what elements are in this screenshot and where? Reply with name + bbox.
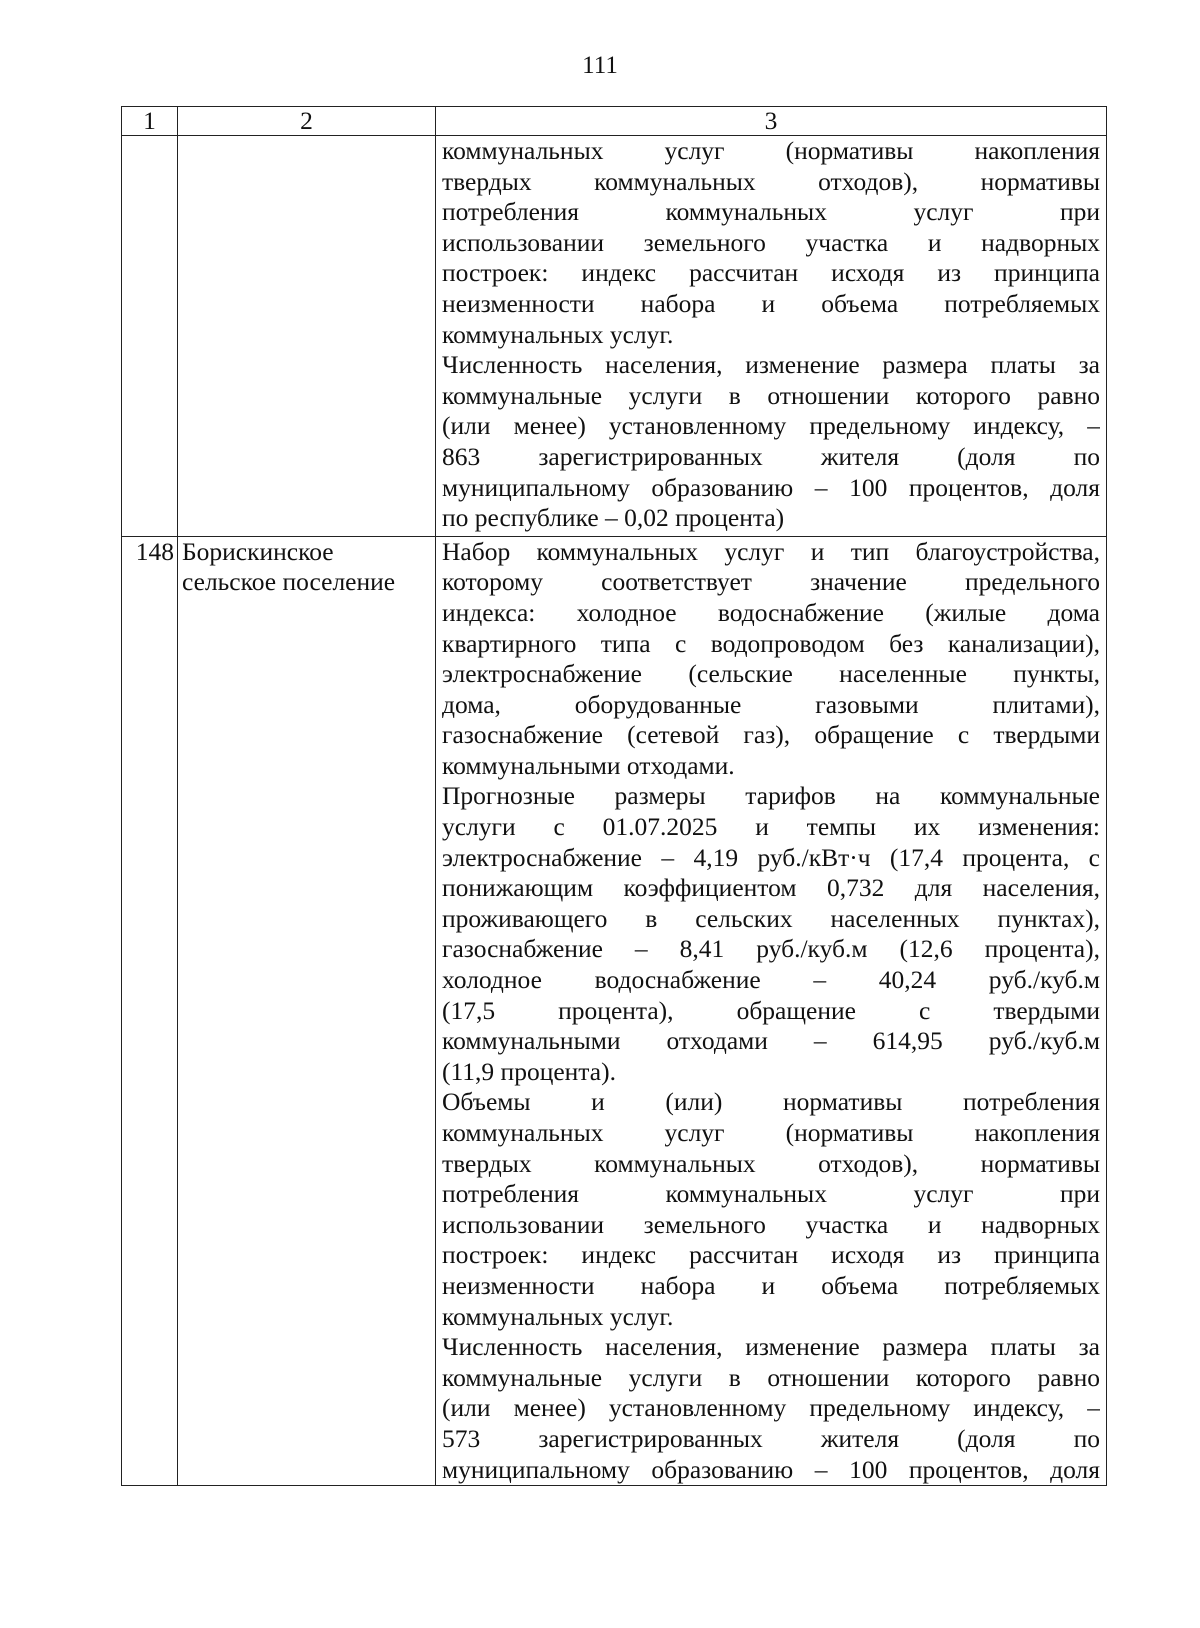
text-line: электроснабжение – 4,19 руб./кВт·ч (17,4 процента, с [442,842,1100,872]
text-line: неизменности набора и объема потребляемых [442,1270,1100,1300]
text-line: (или менее) установленному предельному индексу, – [442,411,1100,441]
municipality-name-line: Борискинское [182,536,334,566]
table-row [122,136,1107,537]
text-line: твердых коммунальных отходов), нормативы [442,1148,1100,1178]
text-line: построек: индекс рассчитан исходя из принципа [442,258,1100,288]
text-line: понижающим коэффициентом 0,732 для населения, [442,873,1100,903]
paragraph [442,1087,1100,1332]
text-line: услуги с 01.07.2025 и темпы их изменения: [442,812,1100,842]
text-line: Численность населения, изменение размера платы за [442,1332,1100,1362]
text-line: потребления коммунальных услуг при [442,197,1100,227]
text-line: коммунальных услуг. [442,1301,674,1331]
paragraph [442,136,1100,350]
column-header-3: 3 [436,107,1107,136]
text-line: твердых коммунальных отходов), нормативы [442,166,1100,196]
text-line: (11,9 процента). [442,1056,616,1086]
text-line: 573 зарегистрированных жителя (доля по [442,1423,1100,1453]
row-number-cell [122,136,178,537]
paragraph [442,1332,1100,1485]
table-header-row [122,107,1107,136]
document-table [121,106,1107,1486]
text-line: муниципальному образованию – 100 процентов, доля [442,472,1100,502]
text-line: дома, оборудованные газовыми плитами), [442,689,1100,719]
text-line: построек: индекс рассчитан исходя из принципа [442,1240,1100,1270]
text-line: газоснабжение (сетевой газ), обращение с твердыми [442,720,1100,750]
text-line: 863 зарегистрированных жителя (доля по [442,441,1100,471]
text-line: потребления коммунальных услуг при [442,1179,1100,1209]
text-line: холодное водоснабжение – 40,24 руб./куб.м [442,965,1100,995]
page-number: 111 [582,52,618,79]
text-line: коммунальных услуг (нормативы накопления [442,1118,1100,1147]
municipality-name-cell [178,536,436,1485]
text-line: Объемы и (или) нормативы потребления [442,1087,1100,1117]
text-line: индекса: холодное водоснабжение (жилые дома [442,597,1100,627]
municipality-name-cell [178,136,436,537]
table-row [122,536,1107,1485]
text-line: (17,5 процента), обращение с твердыми [442,995,1100,1025]
text-line: Численность населения, изменение размера платы за [442,350,1100,380]
text-line: проживающего в сельских населенных пунктах), [442,903,1100,933]
text-line: коммунальными отходами. [442,750,735,780]
text-line: (или менее) установленному предельному индексу, – [442,1393,1100,1423]
text-line: которому соответствует значение предельного [442,567,1100,597]
text-line: коммунальных услуг. [442,319,674,349]
text-line: коммунальные услуги в отношении которого равно [442,1362,1100,1392]
text-line: Прогнозные размеры тарифов на коммунальные [442,781,1100,811]
paragraph [442,350,1100,534]
text-line: коммунальные услуги в отношении которого равно [442,380,1100,410]
column-header-2: 2 [178,107,436,136]
text-line: квартирного типа с водопроводом без канализации), [442,628,1100,658]
text-line: использовании земельного участка и надворных [442,227,1100,257]
text-line: муниципальному образованию – 100 процентов, доля [442,1454,1100,1484]
text-line: коммунальными отходами – 614,95 руб./куб.м [442,1026,1100,1056]
description-cell [436,136,1107,537]
row-number-cell: 148 [122,536,178,1485]
paragraph [442,537,1100,782]
description-cell [436,536,1107,1485]
paragraph [442,781,1100,1087]
text-line: по республике – 0,02 процента) [442,503,785,533]
municipality-name-line: сельское поселение [182,567,396,597]
text-line: коммунальных услуг (нормативы накопления [442,136,1100,165]
text-line: электроснабжение (сельские населенные пункты, [442,659,1100,689]
column-header-1: 1 [122,107,178,136]
text-line: Набор коммунальных услуг и тип благоустройства, [442,536,1100,566]
text-line: газоснабжение – 8,41 руб./куб.м (12,6 процента), [442,934,1100,964]
text-line: использовании земельного участка и надворных [442,1209,1100,1239]
text-line: неизменности набора и объема потребляемых [442,288,1100,318]
